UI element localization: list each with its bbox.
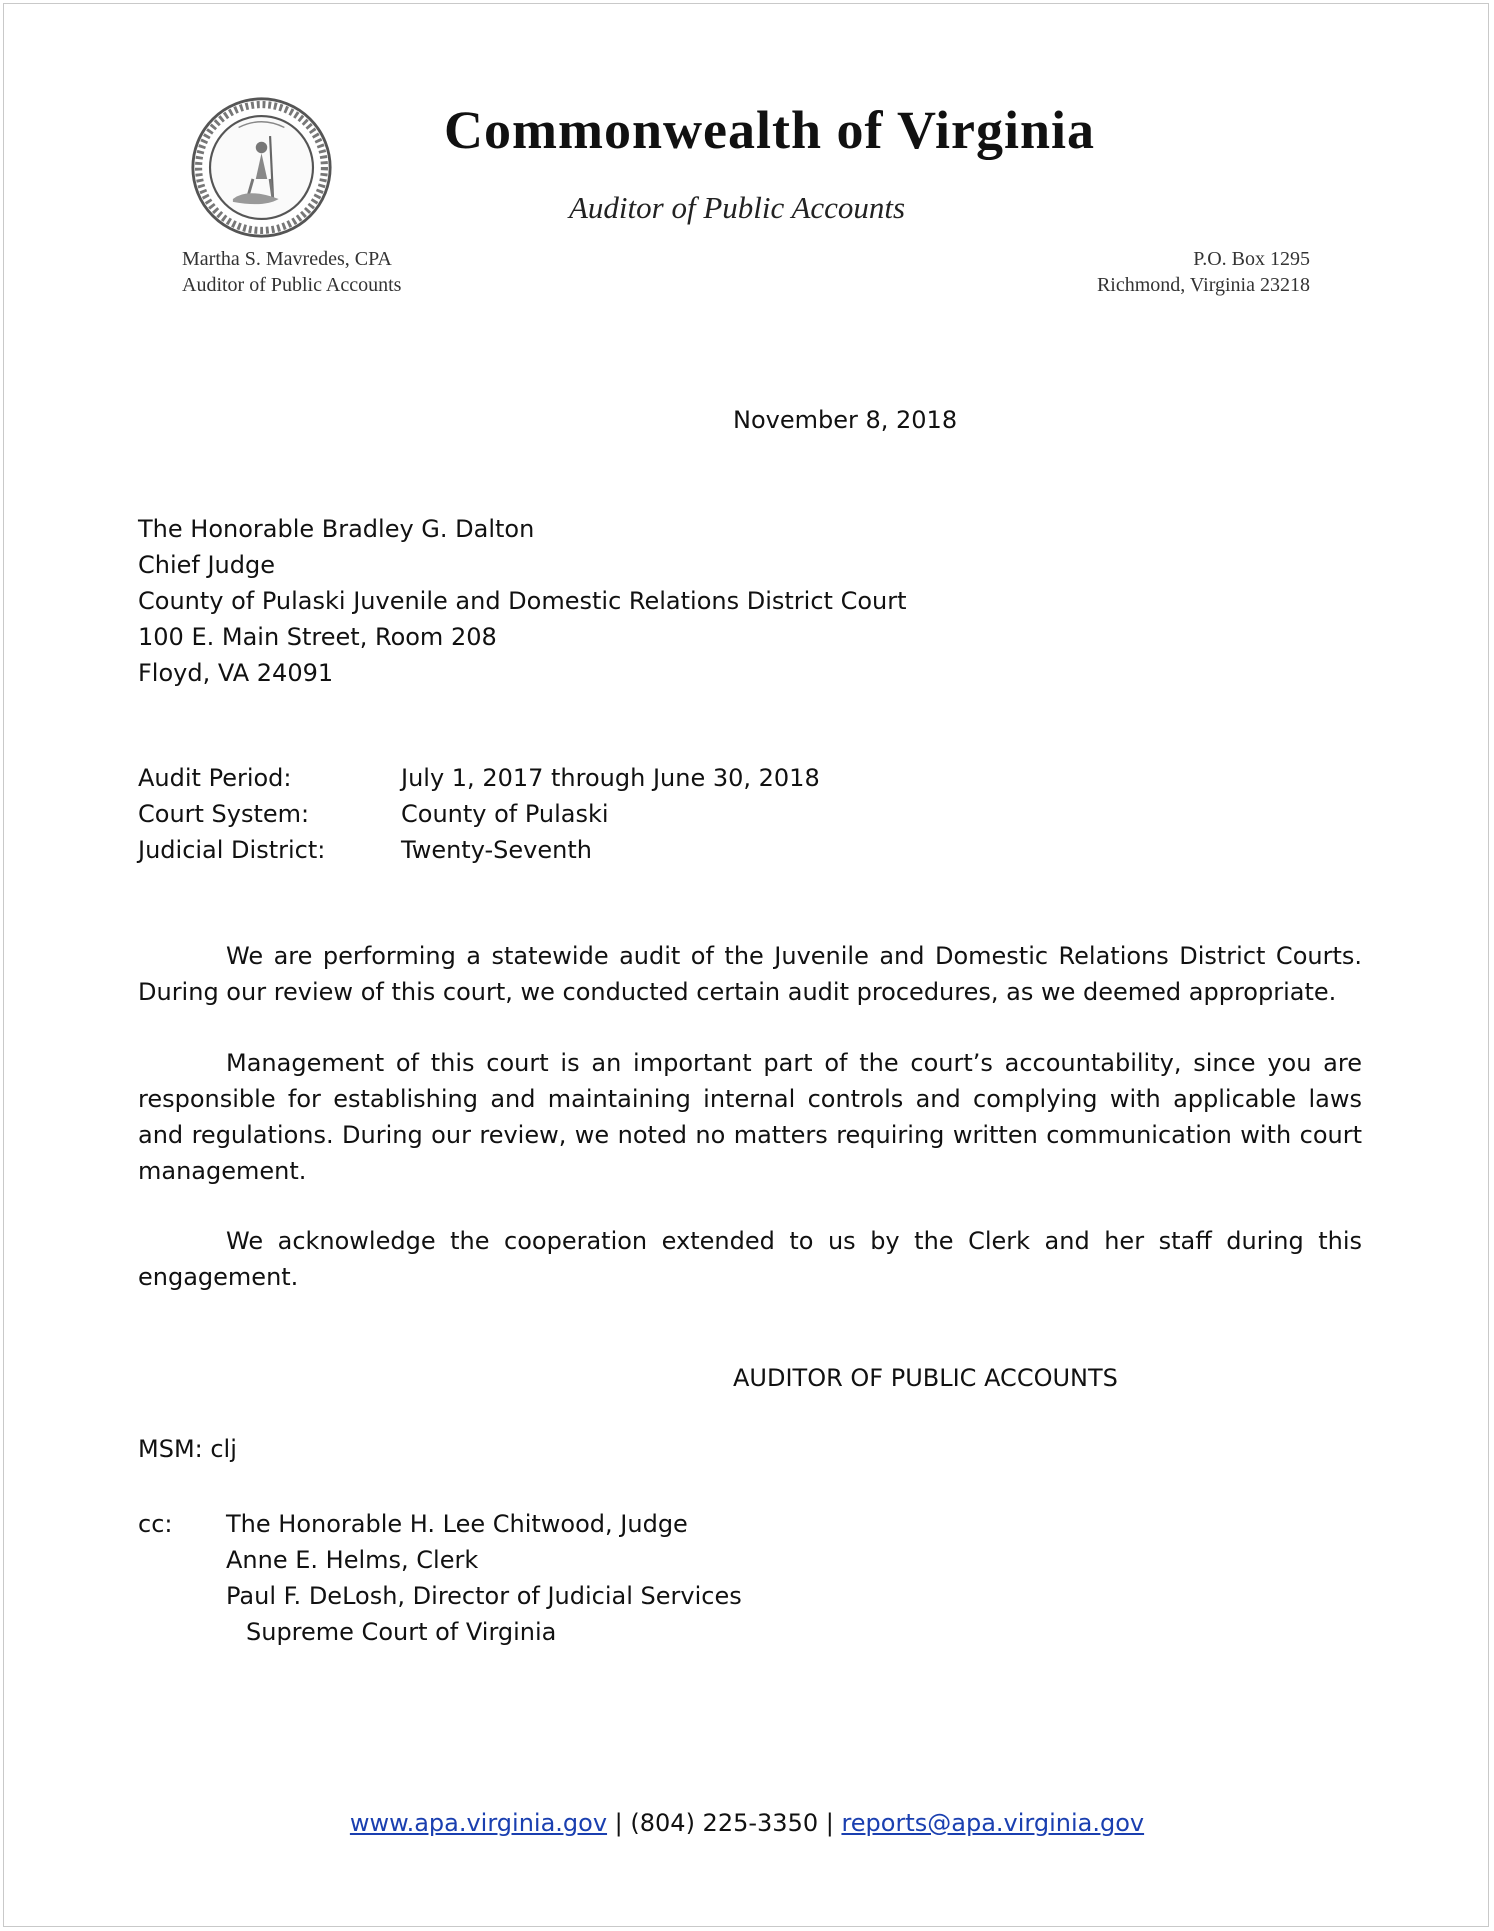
letter-date: November 8, 2018 bbox=[733, 406, 958, 434]
body-paragraph bbox=[138, 938, 1362, 1010]
audit-info-label: Court System: bbox=[138, 800, 310, 828]
website-link[interactable]: www.apa.virginia.gov bbox=[349, 1809, 608, 1837]
recipient-name: The Honorable Bradley G. Dalton bbox=[138, 515, 535, 543]
virginia-state-seal-icon bbox=[190, 96, 333, 239]
paragraph-text: Management of this court is an important part of the court’s accountability, since you are responsible for establishing and maintaining internal controls and complying with applicable laws and regulations. During our review, we noted no matters requiring written communication with court management. bbox=[138, 1049, 1362, 1185]
letterhead-subtitle: Auditor of Public Accounts bbox=[569, 190, 906, 225]
paragraph-text: We acknowledge the cooperation extended to us by the Clerk and her staff during this engagement. bbox=[138, 1227, 1362, 1291]
cc-recipient: The Honorable H. Lee Chitwood, Judge bbox=[226, 1510, 688, 1538]
audit-info bbox=[138, 760, 820, 868]
auditor-name-block bbox=[182, 246, 401, 298]
email-link[interactable]: reports@apa.virginia.gov bbox=[841, 1809, 1145, 1837]
reference-initials: MSM: clj bbox=[138, 1435, 237, 1463]
recipient-city: Floyd, VA 24091 bbox=[138, 659, 334, 687]
letter-page bbox=[3, 3, 1489, 1927]
signature-block: AUDITOR OF PUBLIC ACCOUNTS bbox=[733, 1364, 1118, 1392]
footer bbox=[4, 1809, 1490, 1837]
mailing-address-block bbox=[1097, 246, 1310, 298]
cc-label: cc: bbox=[138, 1510, 173, 1538]
audit-info-row bbox=[138, 796, 820, 832]
auditor-title: Auditor of Public Accounts bbox=[182, 274, 402, 296]
body-paragraph bbox=[138, 1045, 1362, 1189]
cc-row bbox=[138, 1614, 742, 1650]
audit-info-value: County of Pulaski bbox=[401, 800, 609, 828]
audit-info-label: Judicial District: bbox=[138, 836, 326, 864]
cc-list bbox=[138, 1506, 742, 1650]
letterhead-title: Commonwealth of Virginia bbox=[444, 100, 1095, 160]
cc-row bbox=[138, 1542, 742, 1578]
paragraph-text: We are performing a statewide audit of the Juvenile and Domestic Relations District Courts. During our review of this court, we conducted certain audit procedures, as we deemed appropriate. bbox=[138, 942, 1362, 1006]
po-box: P.O. Box 1295 bbox=[1193, 248, 1310, 270]
audit-info-row bbox=[138, 832, 820, 868]
cc-row bbox=[138, 1506, 742, 1542]
audit-info-row bbox=[138, 760, 820, 796]
city-state-zip: Richmond, Virginia 23218 bbox=[1096, 274, 1310, 296]
cc-recipient: Anne E. Helms, Clerk bbox=[226, 1546, 479, 1574]
recipient-address bbox=[138, 511, 907, 691]
footer-separator: | bbox=[607, 1809, 631, 1837]
cc-row bbox=[138, 1578, 742, 1614]
recipient-title: Chief Judge bbox=[138, 551, 276, 579]
footer-separator: | bbox=[818, 1809, 842, 1837]
audit-info-value: July 1, 2017 through June 30, 2018 bbox=[401, 764, 820, 792]
auditor-name: Martha S. Mavredes, CPA bbox=[182, 248, 392, 270]
recipient-street: 100 E. Main Street, Room 208 bbox=[138, 623, 497, 651]
audit-info-label: Audit Period: bbox=[138, 764, 292, 792]
body-paragraph bbox=[138, 1223, 1362, 1295]
audit-info-value: Twenty-Seventh bbox=[401, 836, 592, 864]
cc-recipient-sub: Supreme Court of Virginia bbox=[246, 1618, 557, 1646]
cc-recipient: Paul F. DeLosh, Director of Judicial Services bbox=[226, 1582, 742, 1610]
recipient-court: County of Pulaski Juvenile and Domestic Relations District Court bbox=[138, 587, 907, 615]
phone-number: (804) 225-3350 bbox=[630, 1809, 819, 1837]
